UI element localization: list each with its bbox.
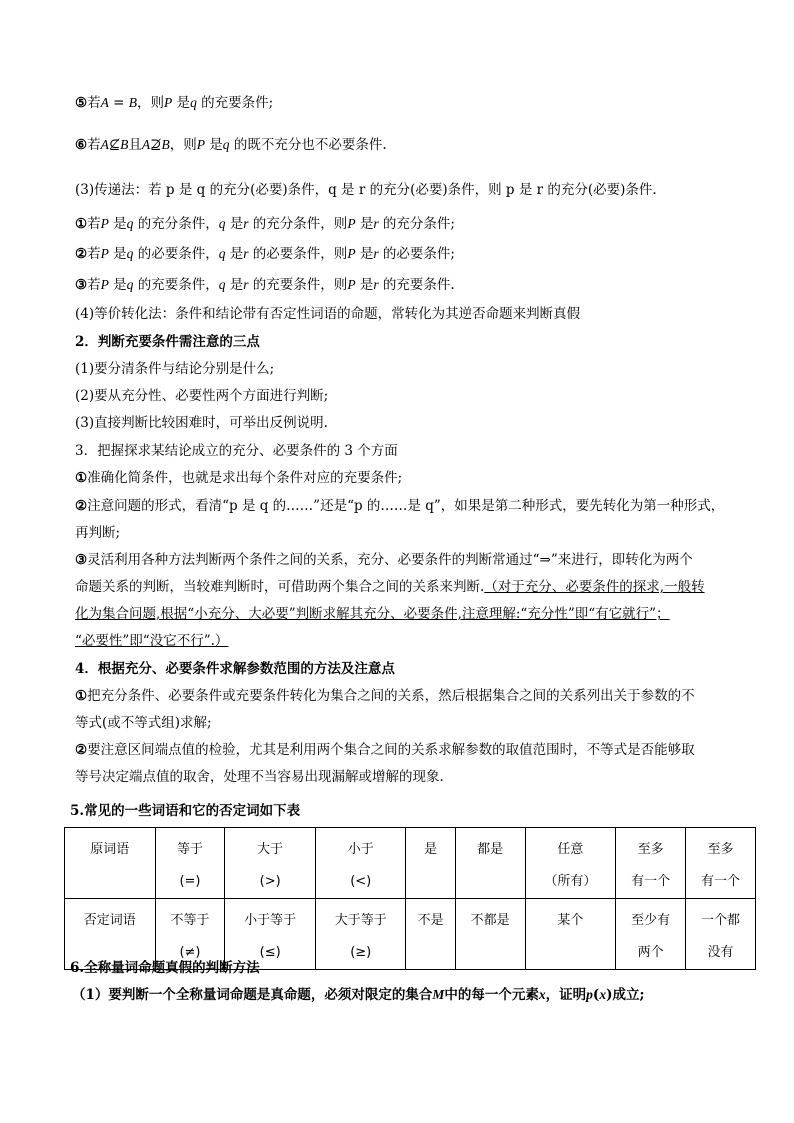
- text: 是: [355, 277, 374, 293]
- text: 准确化简条件，也就是求出每个条件对应的充要条件;: [87, 470, 403, 486]
- cell-text: 至少有: [631, 913, 671, 928]
- section-4-item-1: [75, 686, 735, 706]
- math-var: q: [126, 277, 134, 292]
- cell-text: 没有: [707, 945, 734, 960]
- text: 的充要条件.: [378, 277, 455, 293]
- text: 的充要条件;: [196, 95, 274, 111]
- math-var: P: [347, 277, 356, 292]
- method-3-item-1: [75, 214, 735, 234]
- math-var: q: [222, 137, 230, 152]
- method-4-text: (4)等价转化法：条件和结论带有否定性词语的命题，常转化为其逆否命题来判断真假: [75, 306, 581, 322]
- cell-text: 小于等于: [244, 913, 297, 928]
- text: 是: [225, 246, 244, 262]
- item-number: ⑥: [75, 137, 88, 153]
- math-var: q: [218, 246, 226, 261]
- table-cell: [686, 828, 756, 899]
- section-2-item-2: (2)要从充分性、必要性两个方面进行判断;: [75, 388, 329, 404]
- text: 命题关系的判断，当较难判断时，可借助两个集合之间的关系来判断.: [75, 579, 485, 595]
- method-3-heading: (3)传递法：若 p 是 q 的充分(必要)条件，q 是 r 的充分(必要)条件，则 p 是 r 的充分(必要)条件.: [75, 182, 657, 198]
- item-number: ②: [75, 498, 88, 514]
- cell-text: (≥): [350, 945, 372, 960]
- section-3-heading: 3．把握探求某结论成立的充分、必要条件的 3 个方面: [75, 443, 398, 459]
- cell-text: 至多: [637, 842, 664, 857]
- section-3-item-2: [75, 496, 735, 516]
- text: 若: [87, 216, 101, 232]
- section-3-note-line-3: “必要性”即“没它不行”.）: [75, 633, 229, 649]
- section-4-heading: 4．根据充分、必要条件求解参数范围的方法及注意点: [75, 661, 395, 677]
- item-number: ②: [75, 246, 88, 262]
- section-3-item-2-cont: 再判断;: [75, 525, 121, 541]
- section-3-item-3: [75, 550, 735, 570]
- section-3-item-1: [75, 468, 735, 488]
- method-3-item-3: [75, 275, 735, 295]
- text: 的必要条件;: [378, 246, 455, 262]
- cell-text: 等于: [176, 842, 203, 857]
- text: 是: [108, 246, 127, 262]
- cell-text: 大于等于: [334, 913, 387, 928]
- cell-text: 有一个: [631, 874, 671, 889]
- math-var: q: [218, 277, 226, 292]
- text: 把充分条件、必要条件或充要条件转化为集合之间的关系，然后根据集合之间的关系列出关于参数的不: [87, 688, 695, 704]
- text: 若: [87, 246, 101, 262]
- section-3-note-line-2: 化为集合问题,根据“小充分、大必要”判断求解其充分、必要条件,注意理解:“充分性”即“有它就行”；: [75, 606, 670, 622]
- math-op: ⊈: [108, 137, 121, 153]
- math-var: B: [128, 95, 138, 110]
- math-var: A: [100, 137, 109, 152]
- math-var: P: [196, 137, 205, 152]
- cell-text: 小于: [347, 842, 374, 857]
- section-5-heading: 5.常见的一些词语和它的否定词如下表: [70, 803, 301, 819]
- text: 是: [355, 216, 374, 232]
- section-4-item-2-cont: 等号决定端点值的取舍，处理不当容易出现漏解或增解的现象.: [75, 769, 444, 785]
- section-4-item-1-cont: 等式(或不等式组)求解;: [75, 715, 212, 731]
- table-row: [65, 828, 756, 899]
- math-var: A: [100, 95, 109, 110]
- text: 是: [108, 216, 127, 232]
- cell-text: 一个都: [701, 913, 741, 928]
- math-var: q: [218, 216, 226, 231]
- text: 是: [172, 95, 191, 111]
- math-var: P: [100, 216, 109, 231]
- text: (: [592, 987, 600, 1003]
- section-6-heading: 6.全称量词命题真假的判断方法: [70, 960, 260, 976]
- math-var: P: [100, 277, 109, 292]
- text: )成立;: [606, 987, 645, 1003]
- section-3-item-3-cont: [75, 577, 735, 597]
- math-var: q: [126, 216, 134, 231]
- text: 是: [108, 277, 127, 293]
- math-var: M: [432, 987, 445, 1002]
- item-number: ①: [75, 688, 88, 704]
- math-var: B: [120, 137, 129, 152]
- text: 是: [204, 137, 223, 153]
- text: 若: [87, 137, 101, 153]
- cell-text: (>): [259, 874, 281, 889]
- text: ，则: [169, 137, 197, 153]
- cell-text: (≠): [179, 945, 201, 960]
- text: ，则: [137, 95, 165, 111]
- section-2-heading: 2．判断充要条件需注意的三点: [75, 334, 260, 350]
- item-number: ②: [75, 742, 88, 758]
- math-var: r: [243, 216, 249, 231]
- text: 的充分条件，: [133, 216, 219, 232]
- text: 若: [87, 277, 101, 293]
- math-op: ⊉: [150, 137, 162, 153]
- text: 是: [355, 246, 374, 262]
- underlined-note: （对于充分、必要条件的探求,一般转: [484, 579, 705, 595]
- section-2-item-1: (1)要分清条件与结论分别是什么;: [75, 361, 275, 377]
- cell-text: 有一个: [701, 874, 741, 889]
- section-4-item-2: [75, 740, 735, 760]
- negation-table: [64, 827, 756, 970]
- table-cell: [155, 828, 225, 899]
- text: 的充分条件;: [378, 216, 455, 232]
- math-var: P: [164, 95, 173, 110]
- cell-text: 原词语: [90, 842, 130, 857]
- text: ，证明: [545, 987, 587, 1003]
- method-3-item-2: [75, 244, 735, 264]
- math-var: P: [100, 246, 109, 261]
- cell-text: 是: [424, 842, 438, 857]
- text: 注意问题的形式，看清“p 是 q 的……”还是“p 的……是 q”，如果是第二种形式，要先转化为第一种形式，: [87, 498, 725, 514]
- cell-text: 大于: [257, 842, 284, 857]
- text: 且: [128, 137, 142, 153]
- cell-text: 不等于: [170, 913, 210, 928]
- math-var: r: [243, 246, 249, 261]
- item-number: ①: [75, 216, 88, 232]
- text: 的既不充分也不必要条件.: [229, 137, 387, 153]
- cell-text: 不是: [417, 913, 444, 928]
- math-var: P: [347, 246, 356, 261]
- math-var: B: [161, 137, 170, 152]
- math-var: q: [190, 95, 197, 110]
- math-var: A: [141, 137, 151, 152]
- cell-text: 某个: [557, 913, 584, 928]
- text: 要注意区间端点值的检验，尤其是利用两个集合之间的关系求解参数的取值范围时，不等式是否能够取: [87, 742, 695, 758]
- text: 的充要条件，: [133, 277, 219, 293]
- item-5: [75, 93, 735, 113]
- cell-text: 都是: [477, 842, 504, 857]
- table-cell: [65, 828, 156, 899]
- cell-text: 否定词语: [83, 913, 136, 928]
- section-6-item-1: [72, 985, 732, 1005]
- text: 是: [225, 216, 244, 232]
- cell-text: 不都是: [470, 913, 510, 928]
- cell-text: (=): [179, 874, 201, 889]
- math-var: x: [538, 987, 546, 1002]
- text: 的充要条件，则: [248, 277, 348, 293]
- table-cell: [406, 828, 455, 899]
- cell-text: (<): [350, 874, 372, 889]
- item-number: ③: [75, 552, 88, 568]
- math-var: q: [126, 246, 134, 261]
- cell-text: （所有）: [544, 874, 597, 889]
- text: 若: [87, 95, 101, 111]
- math-var: r: [373, 216, 379, 231]
- text: 灵活利用各种方法判断两个条件之间的关系，充分、必要条件的判断常通过“⇒”来进行，即转化为两个: [87, 552, 693, 568]
- math-var: x: [599, 987, 607, 1002]
- math-var: r: [373, 277, 379, 292]
- table-cell: [525, 828, 616, 899]
- table-cell: [225, 828, 316, 899]
- text: 的充分条件，则: [248, 216, 348, 232]
- text: 的必要条件，则: [248, 246, 348, 262]
- math-var: p: [586, 987, 593, 1002]
- text: （1）要判断一个全称量词命题是真命题，必须对限定的集合: [72, 987, 433, 1003]
- item-number: ⑤: [75, 95, 88, 111]
- cell-text: 至多: [707, 842, 734, 857]
- text: 是: [225, 277, 244, 293]
- math-op: =: [108, 95, 129, 111]
- math-var: r: [373, 246, 379, 261]
- math-var: P: [347, 216, 356, 231]
- item-number: ①: [75, 470, 88, 486]
- cell-text: 任意: [557, 842, 584, 857]
- cell-text: 两个: [637, 945, 664, 960]
- table-cell: [315, 828, 406, 899]
- table-cell: [616, 828, 686, 899]
- text: 的必要条件，: [133, 246, 219, 262]
- item-number: ③: [75, 277, 88, 293]
- cell-text: (≤): [259, 945, 281, 960]
- table-cell: [455, 828, 525, 899]
- math-var: r: [243, 277, 249, 292]
- text: 中的每一个元素: [444, 987, 539, 1003]
- item-6: [75, 135, 735, 155]
- section-2-item-3: (3)直接判断比较困难时，可举出反例说明.: [75, 415, 328, 431]
